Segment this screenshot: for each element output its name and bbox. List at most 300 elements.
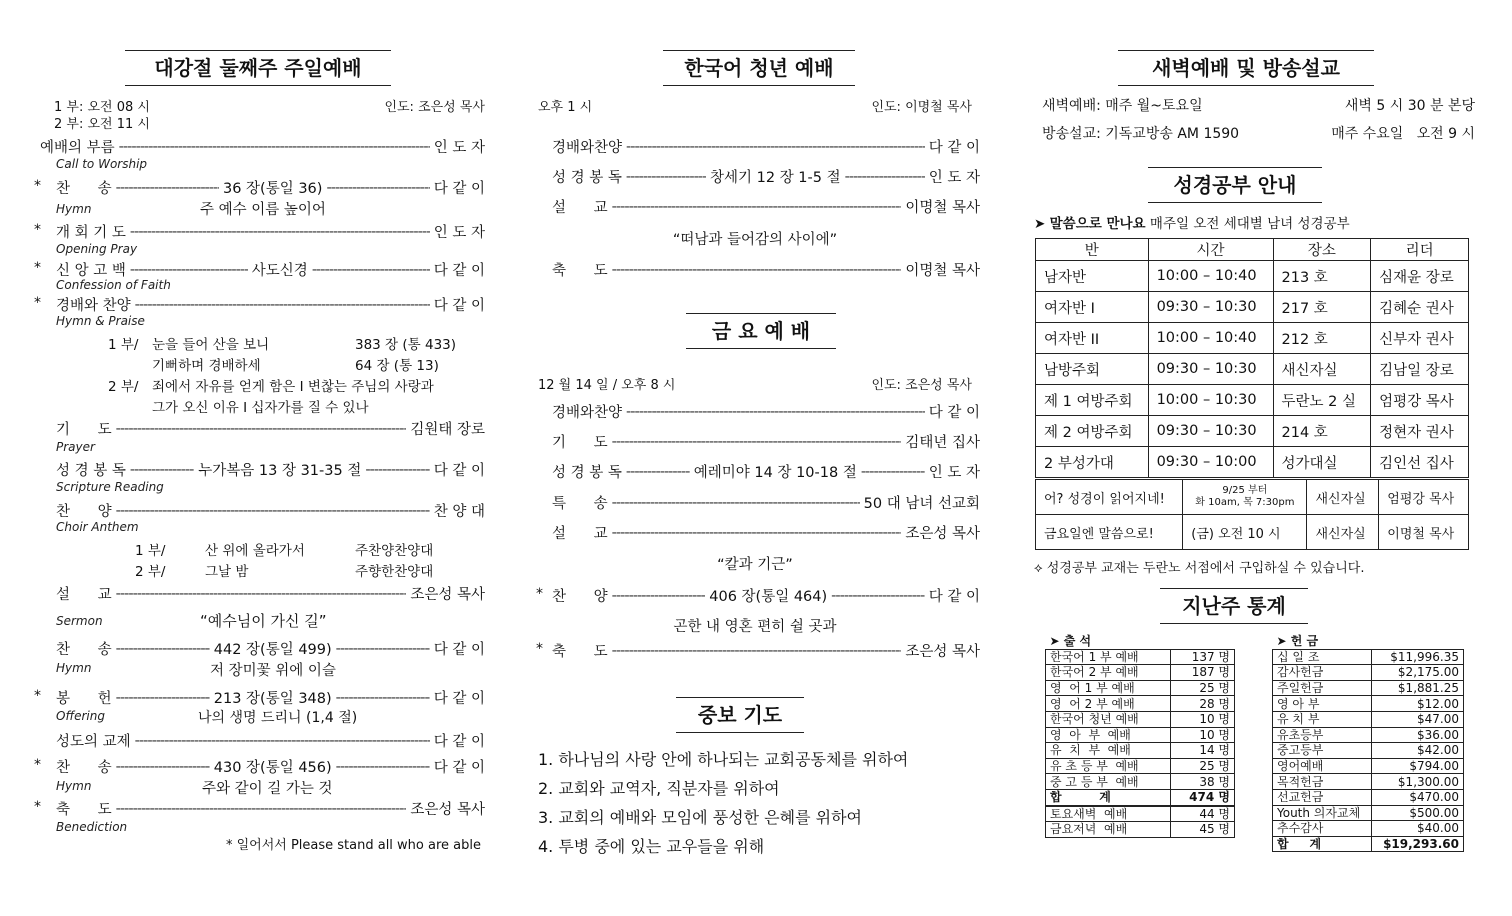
order-right: 다 같 이 xyxy=(433,760,485,776)
order-mid: 442 장(통일 499) xyxy=(213,642,332,658)
service-leader: 인도: 조은성 목사 xyxy=(384,100,485,115)
order-label: 성 경 봉 독 xyxy=(552,170,622,186)
column-header: 반 xyxy=(1036,239,1149,261)
cell: 목적헌금 xyxy=(1273,774,1372,790)
order-label: 신 앙 고 백 xyxy=(56,263,126,279)
cell xyxy=(1183,480,1307,515)
cell: 유 치 부 예배 xyxy=(1046,743,1171,759)
total-row xyxy=(1273,836,1464,852)
cell: 추수감사 xyxy=(1273,821,1372,837)
order-hymn-3 xyxy=(56,756,485,777)
cell: 두란노 2 실 xyxy=(1273,385,1371,416)
cell: 영어예배 xyxy=(1273,758,1372,774)
order-label: 경배와찬양 xyxy=(552,140,623,156)
table-row xyxy=(1046,743,1235,759)
order-label: 경배와찬양 xyxy=(552,405,623,421)
sermon-title: “예수님이 가신 길” xyxy=(200,612,327,630)
service-time-2: 2 부: 오전 11 시 xyxy=(54,117,150,132)
anthem-part: 1 부/ xyxy=(135,543,166,559)
youth-order xyxy=(552,196,980,217)
cell-line: 9/25 부터 xyxy=(1222,485,1268,496)
order-mid: 예레미야 14 장 10-18 절 xyxy=(693,465,857,481)
intercession-title: 중보 기도 xyxy=(676,697,804,733)
cell: 합 계 xyxy=(1046,789,1171,805)
cell: 남방주회 xyxy=(1036,354,1149,385)
youth-time: 오후 1 시 xyxy=(538,100,593,115)
table-row xyxy=(1036,416,1469,447)
section-label: 출 석 xyxy=(1063,634,1092,649)
friday-song-title: 곤한 내 영혼 편히 쉴 곳과 xyxy=(673,619,837,635)
order-label: 특 송 xyxy=(552,496,608,512)
dawn-service-title: 새벽예배 및 방송설교 xyxy=(1118,50,1374,86)
cell: (금) 오전 10 시 xyxy=(1183,515,1307,550)
dash-leader xyxy=(130,224,430,240)
order-sub: Opening Pray xyxy=(56,242,138,256)
order-sub: Benediction xyxy=(56,820,128,834)
cell: $1,300.00 xyxy=(1372,774,1464,790)
cell: $11,996.35 xyxy=(1372,649,1464,665)
cell: 합 계 xyxy=(1273,836,1372,852)
prayer-item: 4. 투병 중에 있는 교우들을 위해 xyxy=(538,837,765,856)
order-mid: 창세기 12 장 1-5 절 xyxy=(710,170,841,186)
cell: 영 아 부 예배 xyxy=(1046,727,1171,743)
cell: $794.00 xyxy=(1372,758,1464,774)
praise-song: 그가 오신 이유 I 십자가를 질 수 있나 xyxy=(152,400,369,416)
column-header: 리더 xyxy=(1371,239,1469,261)
dash-leader xyxy=(130,262,248,278)
order-sub: Prayer xyxy=(56,440,95,454)
hymn-title: 주와 같이 길 가는 것 xyxy=(202,781,333,797)
cell: 김남일 장로 xyxy=(1371,354,1469,385)
order-benediction xyxy=(56,798,485,819)
table-row xyxy=(1273,789,1464,805)
friday-leader: 인도: 조은성 목사 xyxy=(871,378,972,393)
order-anthem xyxy=(56,500,485,521)
cell-line: 화 10am, 목 7:30pm xyxy=(1195,497,1295,508)
order-label: 찬 송 xyxy=(56,181,112,197)
order-label: 찬 양 xyxy=(56,504,112,520)
cell: 213 호 xyxy=(1273,261,1371,292)
cell: 남자반 xyxy=(1036,261,1149,292)
youth-sermon-title: “떠남과 들어감의 사이에” xyxy=(672,232,838,248)
order-hymn-2 xyxy=(56,638,485,659)
cell: $19,293.60 xyxy=(1372,836,1464,852)
order-mid: 누가복음 13 장 31-35 절 xyxy=(198,463,362,479)
cell: 44 명 xyxy=(1171,806,1235,822)
cell: 새신자실 xyxy=(1273,354,1371,385)
dash-leader xyxy=(626,404,925,420)
anthem-choir: 주찬양찬양대 xyxy=(355,543,434,559)
cell: 09:30 – 10:30 xyxy=(1148,292,1273,323)
dash-leader xyxy=(336,690,430,706)
stand-mark: * xyxy=(536,586,543,602)
table-row xyxy=(1046,822,1235,838)
sunday-service-title: 대강절 둘째주 주일예배 xyxy=(125,50,391,86)
cell: 여자반 II xyxy=(1036,323,1149,354)
dash-leader xyxy=(612,262,902,278)
cell: 유 초 등 부 예배 xyxy=(1046,758,1171,774)
dash-leader xyxy=(135,733,430,749)
order-label: 축 도 xyxy=(552,263,608,279)
order-right: 인 도 자 xyxy=(928,465,980,481)
dash-leader xyxy=(312,262,430,278)
cell: $36.00 xyxy=(1372,727,1464,743)
dash-leader xyxy=(626,169,706,185)
total-row xyxy=(1046,789,1235,805)
order-sub: Sermon xyxy=(56,614,103,628)
order-right: 다 같 이 xyxy=(433,642,485,658)
dash-leader xyxy=(116,503,430,519)
anthem-choir: 주향한찬양대 xyxy=(355,564,434,580)
order-offering xyxy=(56,687,485,708)
cell: 중 고 등 부 예배 xyxy=(1046,774,1171,790)
friday-order xyxy=(552,522,980,543)
order-fellowship xyxy=(56,730,485,751)
order-right: 다 같 이 xyxy=(433,463,485,479)
youth-leader: 인도: 이명철 목사 xyxy=(871,100,972,115)
dash-leader xyxy=(116,180,219,196)
order-sermon xyxy=(56,583,485,604)
cell: 감사헌금 xyxy=(1273,665,1372,681)
dash-leader xyxy=(135,297,430,313)
table-row xyxy=(1046,806,1235,822)
stand-mark: * xyxy=(34,178,41,194)
cell: 엄평강 목사 xyxy=(1379,480,1469,515)
friday-service-title: 금 요 예 배 xyxy=(686,313,836,349)
study-slogan: 말씀으로 만나요 xyxy=(1049,216,1146,232)
order-right: 다 같 이 xyxy=(433,734,485,750)
attendance-header xyxy=(1046,634,1235,649)
youth-order xyxy=(552,259,980,280)
table-row xyxy=(1036,480,1469,515)
cell: 212 호 xyxy=(1273,323,1371,354)
cell: 정현자 권사 xyxy=(1371,416,1469,447)
order-sub: Call to Worship xyxy=(56,157,148,171)
cell: 새신자실 xyxy=(1307,515,1379,550)
offering-header xyxy=(1273,634,1464,649)
table-row xyxy=(1046,649,1235,665)
order-right: 다 같 이 xyxy=(928,140,980,156)
anthem-song: 산 위에 올라가서 xyxy=(205,543,305,559)
order-right: 인 도 자 xyxy=(928,170,980,186)
dash-leader xyxy=(116,759,210,775)
table-row xyxy=(1273,805,1464,821)
table-row xyxy=(1036,323,1469,354)
dash-leader xyxy=(119,139,430,155)
dash-leader xyxy=(612,588,706,604)
table-row xyxy=(1273,680,1464,696)
dash-leader xyxy=(116,641,210,657)
youth-order xyxy=(552,136,980,157)
column-header: 장소 xyxy=(1273,239,1371,261)
stand-mark: * xyxy=(34,799,41,815)
order-label: 기 도 xyxy=(552,435,608,451)
cell: $12.00 xyxy=(1372,696,1464,712)
dash-leader xyxy=(626,464,690,480)
order-mid: 36 장(통일 36) xyxy=(222,181,323,197)
order-sub: Hymn & Praise xyxy=(56,314,145,328)
order-label: 기 도 xyxy=(56,422,112,438)
dash-leader xyxy=(336,641,430,657)
order-call-to-worship xyxy=(40,136,485,157)
order-sub: Hymn xyxy=(56,202,92,216)
friday-order xyxy=(552,585,980,606)
sunday-service-column xyxy=(34,0,485,916)
cell: $42.00 xyxy=(1372,743,1464,759)
order-right: 다 같 이 xyxy=(433,263,485,279)
cell: 여자반 I xyxy=(1036,292,1149,323)
table-row xyxy=(1046,774,1235,790)
cell: 10 명 xyxy=(1171,727,1235,743)
dash-leader xyxy=(116,801,407,817)
stand-mark: * xyxy=(34,688,41,704)
cell: 이명철 목사 xyxy=(1379,515,1469,550)
stand-mark: * xyxy=(536,641,543,657)
order-label: 성 경 봉 독 xyxy=(552,465,622,481)
order-sub: Confession of Faith xyxy=(56,278,171,292)
order-right: 이명철 목사 xyxy=(905,200,980,216)
praise-song: 눈을 들어 산을 보니 xyxy=(152,337,270,353)
cell: $500.00 xyxy=(1372,805,1464,821)
order-label: 성 경 봉 독 xyxy=(56,463,126,479)
section-label: 헌 금 xyxy=(1290,634,1319,649)
cell: 성가대실 xyxy=(1273,447,1371,478)
table-row xyxy=(1273,774,1464,790)
table-row xyxy=(1273,711,1464,727)
order-label: 설 교 xyxy=(552,200,608,216)
dash-leader xyxy=(612,495,860,511)
cell: 어? 성경이 읽어지네! xyxy=(1036,480,1183,515)
dash-leader xyxy=(845,169,925,185)
friday-order xyxy=(552,492,980,513)
cell: 금요저녁 예배 xyxy=(1046,822,1171,838)
praise-hymn-no: 383 장 (통 433) xyxy=(355,337,457,353)
prayer-item: 3. 교회의 예배와 모임에 풍성한 은혜를 위하여 xyxy=(538,808,862,827)
friday-order xyxy=(552,640,980,661)
cell: 137 명 xyxy=(1171,649,1235,665)
cell: 한국어 2 부 예배 xyxy=(1046,665,1171,681)
praise-song: 기뻐하며 경배하세 xyxy=(152,358,261,374)
order-label: 축 도 xyxy=(552,644,608,660)
dash-leader xyxy=(612,434,902,450)
order-right: 이명철 목사 xyxy=(905,263,980,279)
cell: 신부자 권사 xyxy=(1371,323,1469,354)
cell: 217 호 xyxy=(1273,292,1371,323)
order-mid: 430 장(통일 456) xyxy=(213,760,332,776)
cell: 214 호 xyxy=(1273,416,1371,447)
cell: 토요새벽 예배 xyxy=(1046,806,1171,822)
cell: 09:30 – 10:30 xyxy=(1148,416,1273,447)
dash-leader xyxy=(336,759,430,775)
table-row xyxy=(1046,680,1235,696)
order-right: 조은성 목사 xyxy=(410,802,485,818)
praise-part: 1 부/ xyxy=(108,337,139,353)
cell: 한국어 1 부 예배 xyxy=(1046,649,1171,665)
cell: 28 명 xyxy=(1171,696,1235,712)
cell: 187 명 xyxy=(1171,665,1235,681)
dash-leader xyxy=(831,588,925,604)
hymn-title: 저 장미꽃 위에 이슬 xyxy=(210,663,336,679)
offering-table xyxy=(1272,634,1464,852)
order-right: 다 같 이 xyxy=(433,181,485,197)
order-praise xyxy=(56,294,485,315)
table-row xyxy=(1046,696,1235,712)
table-row xyxy=(1046,665,1235,681)
table-row xyxy=(1036,261,1469,292)
cell: 14 명 xyxy=(1171,743,1235,759)
friday-order xyxy=(552,401,980,422)
cell: 25 명 xyxy=(1171,758,1235,774)
dash-leader xyxy=(365,462,429,478)
offering-song: 나의 생명 드리니 (1,4 절) xyxy=(198,710,358,726)
dash-leader xyxy=(612,525,902,541)
order-right: 찬 양 대 xyxy=(433,504,485,520)
cell: 38 명 xyxy=(1171,774,1235,790)
cell: Youth 의자교체 xyxy=(1273,805,1372,821)
cell: 유 치 부 xyxy=(1273,711,1372,727)
praise-part: 2 부/ xyxy=(108,379,139,395)
cell: $1,881.25 xyxy=(1372,680,1464,696)
radio-sermon-time: 매주 수요일 오전 9 시 xyxy=(1331,126,1475,142)
study-note: ⟡ 성경공부 교재는 두란노 서점에서 구입하실 수 있습니다. xyxy=(1034,561,1365,576)
table-row xyxy=(1046,711,1235,727)
table-row xyxy=(1273,758,1464,774)
cell: 25 명 xyxy=(1171,680,1235,696)
prayer-item: 1. 하나님의 사랑 안에 하나되는 교회공동체를 위하여 xyxy=(538,750,909,769)
table-row xyxy=(1273,727,1464,743)
cell: 10 명 xyxy=(1171,711,1235,727)
order-label: 봉 헌 xyxy=(56,691,112,707)
order-right: 조은성 목사 xyxy=(905,644,980,660)
attendance-table xyxy=(1045,634,1235,838)
table-row xyxy=(1273,821,1464,837)
cell: 김인선 집사 xyxy=(1371,447,1469,478)
order-right: 김원태 장로 xyxy=(410,422,485,438)
bible-study-table xyxy=(1035,238,1469,478)
order-right: 인 도 자 xyxy=(433,225,485,241)
radio-sermon: 방송설교: 기독교방송 AM 1590 xyxy=(1042,126,1240,142)
friday-order xyxy=(552,461,980,482)
cell: 심재윤 장로 xyxy=(1371,261,1469,292)
dash-leader xyxy=(116,586,407,602)
table-row xyxy=(1036,354,1469,385)
order-right: 김태년 집사 xyxy=(905,435,980,451)
cell: 2 부성가대 xyxy=(1036,447,1149,478)
table-row xyxy=(1036,447,1469,478)
anthem-part: 2 부/ xyxy=(135,564,166,580)
cell: 주일헌금 xyxy=(1273,680,1372,696)
table-row xyxy=(1046,758,1235,774)
friday-sermon-title: “칼과 기근” xyxy=(717,557,793,573)
order-right: 인 도 자 xyxy=(433,140,485,156)
order-label: 설 교 xyxy=(56,587,112,603)
table-header xyxy=(1036,239,1469,261)
order-hymn xyxy=(56,177,485,198)
cell: 제 2 여방주회 xyxy=(1036,416,1149,447)
youth-order xyxy=(552,166,980,187)
order-mid: 406 장(통일 464) xyxy=(709,589,828,605)
prayer-item: 2. 교회와 교역자, 직분자를 위하여 xyxy=(538,779,780,798)
bible-study-heading xyxy=(1034,212,1350,232)
friday-time: 12 월 14 일 / 오후 8 시 xyxy=(538,378,676,393)
dash-leader xyxy=(130,462,194,478)
cell: 영 어 1 부 예배 xyxy=(1046,680,1171,696)
order-right: 다 같 이 xyxy=(928,405,980,421)
order-mid: 213 장(통일 348) xyxy=(213,691,332,707)
order-sub: Scripture Reading xyxy=(56,480,164,494)
cell: 10:00 – 10:40 xyxy=(1148,323,1273,354)
cell: 유초등부 xyxy=(1273,727,1372,743)
cell: 중고등부 xyxy=(1273,743,1372,759)
order-right: 다 같 이 xyxy=(928,589,980,605)
study-subtitle: 매주일 오전 세대별 남녀 성경공부 xyxy=(1149,216,1350,232)
order-right: 조은성 목사 xyxy=(410,587,485,603)
cell: 45 명 xyxy=(1171,822,1235,838)
dash-leader xyxy=(861,464,925,480)
dash-leader xyxy=(116,421,407,437)
cell: 09:30 – 10:30 xyxy=(1148,354,1273,385)
cell: 10:00 – 10:30 xyxy=(1148,385,1273,416)
order-label: 찬 송 xyxy=(56,642,112,658)
order-sub: Hymn xyxy=(56,779,92,793)
cell: 새신자실 xyxy=(1307,480,1379,515)
cell: 영 어 2 부 예배 xyxy=(1046,696,1171,712)
cell: 금요일엔 말씀으로! xyxy=(1036,515,1183,550)
extra-study-table xyxy=(1035,479,1469,550)
order-sub: Choir Anthem xyxy=(56,520,139,534)
friday-order xyxy=(552,431,980,452)
stand-mark: * xyxy=(34,260,41,276)
order-right: 다 같 이 xyxy=(433,691,485,707)
order-scripture xyxy=(56,459,485,480)
dash-leader xyxy=(326,180,429,196)
order-label: 설 교 xyxy=(552,526,608,542)
order-label: 찬 양 xyxy=(552,589,608,605)
evening-service-column xyxy=(530,0,980,916)
order-right: 조은성 목사 xyxy=(905,526,980,542)
anthem-song: 그날 밤 xyxy=(205,564,249,580)
order-sub: Offering xyxy=(56,709,105,723)
stand-mark: * xyxy=(34,295,41,311)
dawn-service-time: 새벽 5 시 30 분 본당 xyxy=(1344,98,1475,114)
cell: $2,175.00 xyxy=(1372,665,1464,681)
order-label: 축 도 xyxy=(56,802,112,818)
cell: 한국어 청년 예배 xyxy=(1046,711,1171,727)
info-column xyxy=(1030,0,1475,916)
cell: $40.00 xyxy=(1372,821,1464,837)
dash-leader xyxy=(612,643,902,659)
table-row xyxy=(1046,727,1235,743)
column-header: 시간 xyxy=(1148,239,1273,261)
cell: 영 아 부 xyxy=(1273,696,1372,712)
order-prayer xyxy=(56,418,485,439)
stand-mark: * xyxy=(34,757,41,773)
dash-leader xyxy=(116,690,210,706)
table-row xyxy=(1273,665,1464,681)
cell: 김혜순 권사 xyxy=(1371,292,1469,323)
order-right: 다 같 이 xyxy=(433,298,485,314)
table-row xyxy=(1036,292,1469,323)
arrow-icon: ➤ xyxy=(1049,634,1060,649)
cell: $47.00 xyxy=(1372,711,1464,727)
order-creed xyxy=(56,259,485,280)
cell: 십 일 조 xyxy=(1273,649,1372,665)
order-sub: Hymn xyxy=(56,661,92,675)
order-right: 50 대 남녀 선교회 xyxy=(863,496,980,512)
stats-title: 지난주 통계 xyxy=(1160,588,1308,624)
stand-note: * 일어서서 Please stand all who are able xyxy=(225,838,481,853)
service-time-1: 1 부: 오전 08 시 xyxy=(54,100,150,115)
